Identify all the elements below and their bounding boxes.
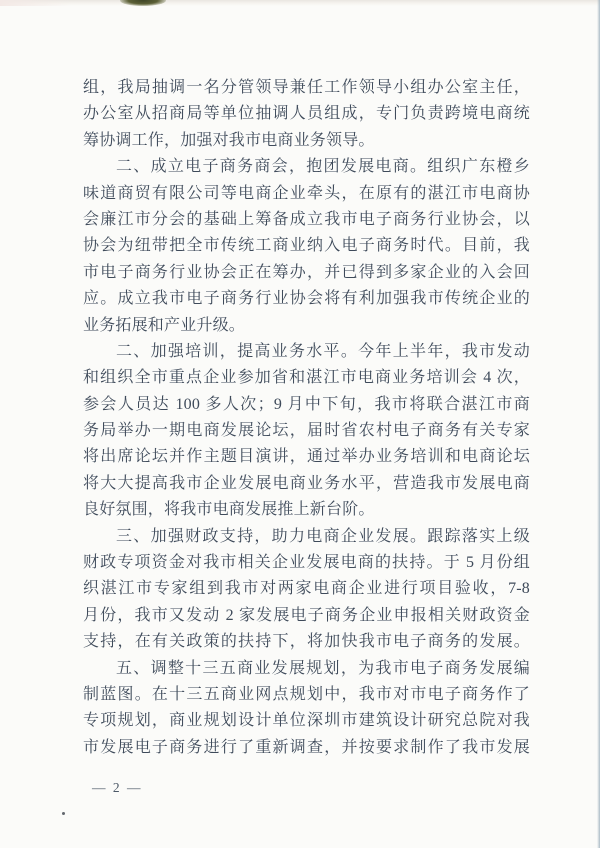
document-line: 市发展电子商务进行了重新调查，并按要求制作了我市发展 (83, 738, 530, 756)
document-line: 五、调整十三五商业发展规划，为我市电子商务发展编 (116, 659, 530, 677)
document-line: 三、加强财政支持，助力电商企业发展。跟踪落实上级 (116, 527, 530, 545)
page-number: — 2 — (92, 780, 143, 795)
document-body (83, 75, 530, 761)
scan-speck-artifact (62, 812, 65, 815)
document-line: 参会人员达 100 多人次；9 月中下旬，我市将联合湛江市商 (83, 395, 530, 413)
document-line: 市电子商务行业协会正在筹办，并已得到多家企业的入会回 (83, 263, 530, 281)
document-line: 月份，我市又发动 2 家发展电子商务企业申报相关财政资金 (83, 606, 530, 624)
document-line: 将大大提高我市企业发展电商业务水平，营造我市发展电商 (83, 474, 530, 492)
document-line: 应。成立我市电子商务行业协会将有利加强我市传统企业的 (83, 290, 530, 308)
document-line: 组，我局抽调一名分管领导兼任工作领导小组办公室主任， (83, 79, 530, 96)
document-line: 财政专项资金对我市相关企业发展电商的扶持。于 5 月份组 (83, 554, 530, 572)
document-line: 将出席论坛并作主题目演讲，通过举办业务培训和电商论坛 (83, 448, 530, 466)
document-line: 务局举办一期电商发展论坛，届时省农村电子商务有关专家 (83, 422, 530, 440)
document-line: 制蓝图。在十三五商业网点规划中，我市对市电子商务作了 (83, 685, 530, 703)
document-line: 办公室从招商局等单位抽调人员组成，专门负责跨境电商统 (83, 105, 530, 123)
document-line: 良好氛围，将我市电商发展推上新台阶。 (83, 501, 375, 519)
document-line: 二、加强培训，提高业务水平。今年上半年，我市发动 (116, 342, 530, 360)
document-line: 协会为纽带把全市传统工商业纳入电子商务时代。目前，我 (83, 237, 530, 255)
document-line: 二、成立电子商务商会，抱团发展电商。组织广东橙乡 (116, 158, 530, 176)
document-line: 筹协调工作，加强对我市电商业务领导。 (83, 131, 375, 149)
scan-top-edge-artifact (0, 0, 600, 6)
document-line: 织湛江市专家组到我市对两家电商企业进行项目验收，7-8 (83, 580, 530, 598)
document-line: 和组织全市重点企业参加省和湛江市电商业务培训会 4 次， (83, 369, 530, 387)
document-line: 味道商贸有限公司等电商企业牵头，在原有的湛江市电商协 (83, 184, 530, 202)
document-line: 专项规划，商业规划设计单位深圳市建筑设计研究总院对我 (83, 712, 530, 730)
document-line: 业务拓展和产业升级。 (83, 316, 246, 334)
document-line: 会廉江市分会的基础上筹备成立我市电子商务行业协会，以 (83, 210, 530, 228)
document-line: 支持，在有关政策的扶持下，将加快我市电子商务的发展。 (83, 633, 530, 651)
